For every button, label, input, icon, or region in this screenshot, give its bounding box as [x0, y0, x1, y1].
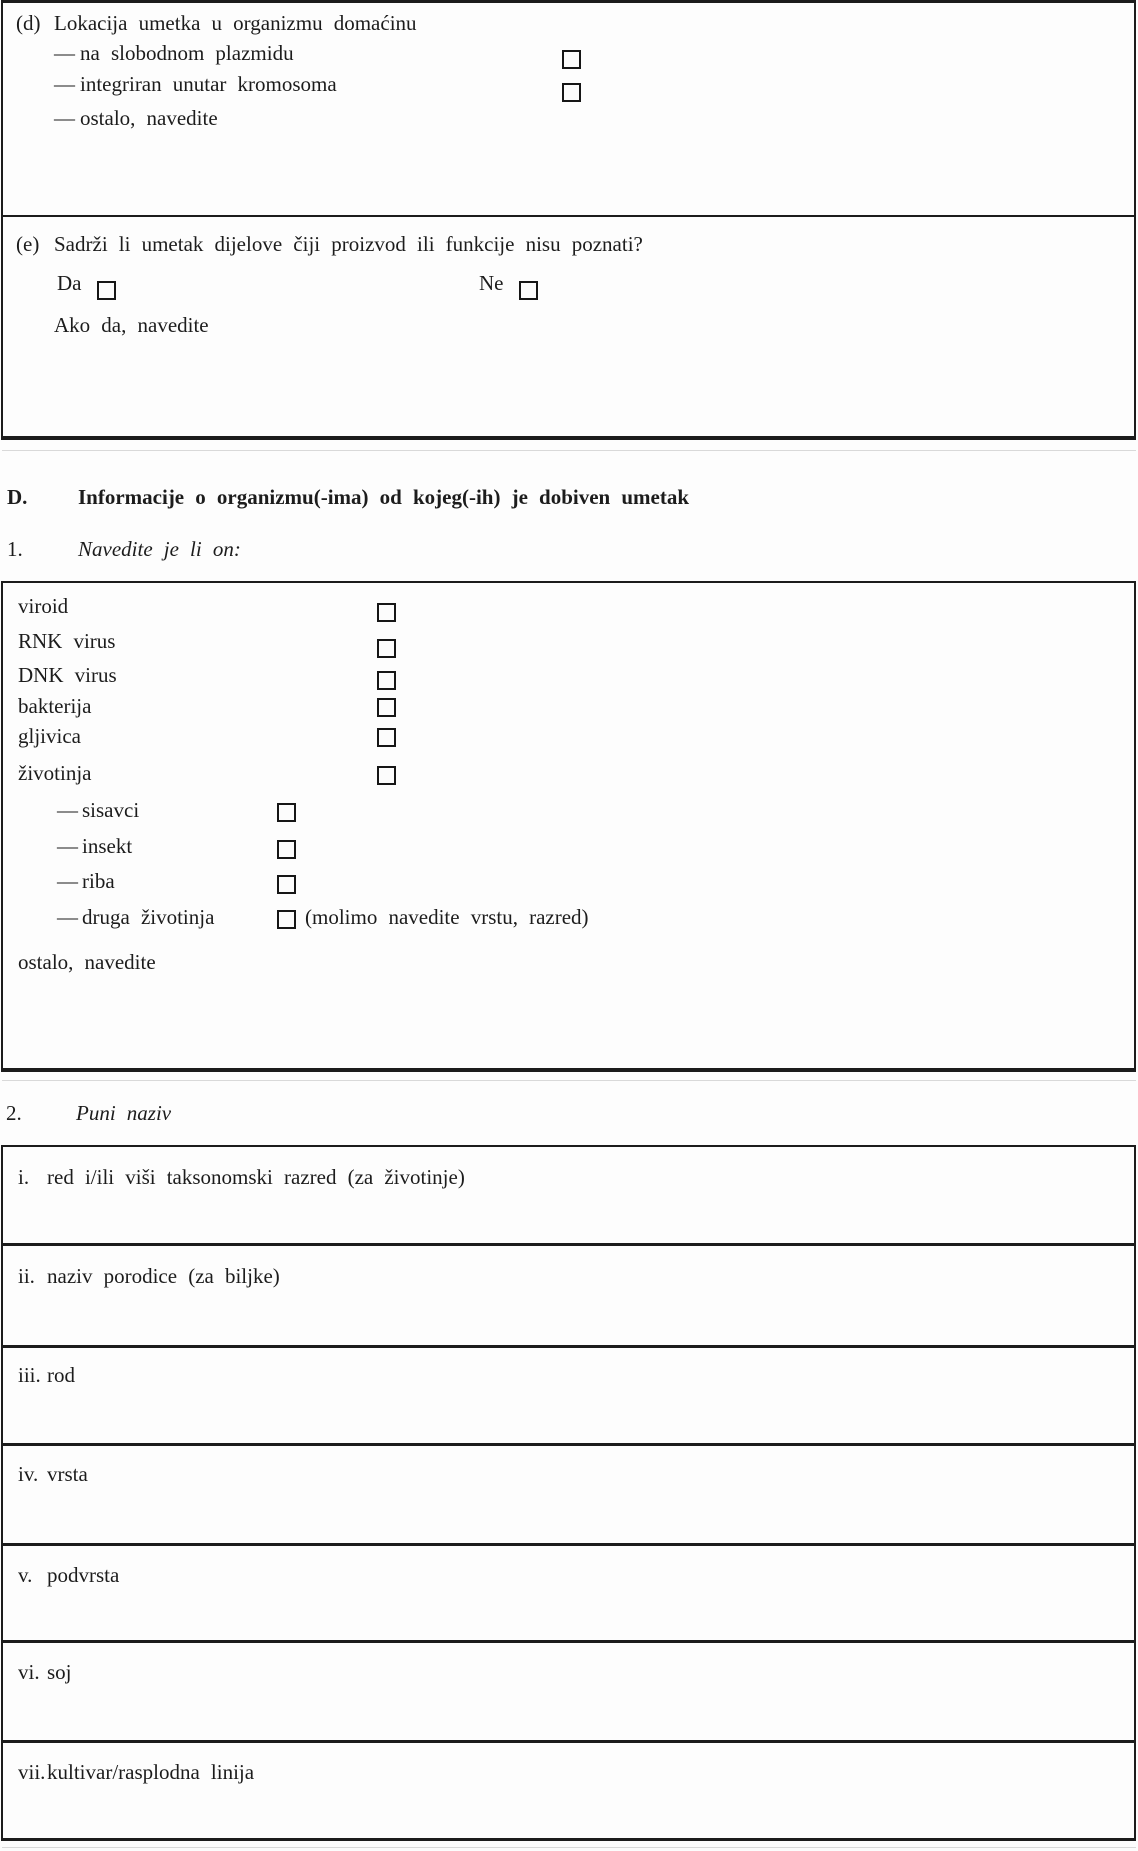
section-info-title: Informacije o organizmu(-ima) od kojeg(-ih) je dobiven umetak: [78, 485, 690, 509]
row-divider: [3, 1640, 1135, 1643]
scan-line: [2, 1080, 1136, 1081]
dash-icon: —: [57, 834, 78, 858]
no-label: Ne: [479, 271, 504, 295]
row-divider: [3, 1443, 1135, 1446]
integrated-chromosome-checkbox[interactable]: [562, 83, 581, 102]
organism-other-specify-label: ostalo, navedite: [18, 950, 156, 974]
section-e-question: Sadrži li umetak dijelove čiji proizvod ili funkcije nisu poznati?: [54, 232, 643, 256]
viroid-checkbox[interactable]: [377, 603, 396, 622]
section-d-label: (d): [16, 11, 41, 35]
row-divider: [3, 1345, 1135, 1348]
row-divider: [3, 1740, 1135, 1743]
organism-zivotinja-label: životinja: [18, 761, 92, 785]
bakterija-checkbox[interactable]: [377, 698, 396, 717]
question-1-title: Navedite je li on:: [78, 537, 241, 561]
dash-icon: —: [57, 869, 78, 893]
insekt-checkbox[interactable]: [277, 840, 296, 859]
row-divider: [3, 1543, 1135, 1546]
row-divider: [3, 1243, 1135, 1246]
taxonomy-row-num: iv.: [18, 1462, 39, 1486]
taxonomy-row-label: red i/ili viši taksonomski razred (za životinje): [47, 1165, 465, 1189]
sub-riba-label: riba: [82, 869, 115, 893]
taxonomy-row-label: naziv porodice (za biljke): [47, 1264, 280, 1288]
if-yes-specify-label: Ako da, navedite: [54, 313, 209, 337]
taxonomy-row-num: vi.: [18, 1660, 40, 1684]
option-other-specify-label: ostalo, navedite: [80, 106, 218, 130]
dnk-virus-checkbox[interactable]: [377, 671, 396, 690]
question-1-number: 1.: [7, 537, 23, 561]
section-e-label: (e): [16, 232, 40, 256]
druga-zivotinja-note: (molimo navedite vrstu, razred): [305, 905, 589, 929]
yes-label: Da: [57, 271, 82, 295]
option-integrated-chromosome-label: integriran unutar kromosoma: [80, 72, 337, 96]
taxonomy-row-label: vrsta: [47, 1462, 88, 1486]
taxonomy-row-label: podvrsta: [47, 1563, 120, 1587]
taxonomy-row-num: ii.: [18, 1264, 35, 1288]
taxonomy-row-num: vii.: [18, 1760, 46, 1784]
sisavci-checkbox[interactable]: [277, 803, 296, 822]
taxonomy-row-num: v.: [18, 1563, 33, 1587]
dash-icon: —: [57, 798, 78, 822]
free-plasmid-checkbox[interactable]: [562, 50, 581, 69]
rnk-virus-checkbox[interactable]: [377, 639, 396, 658]
no-checkbox[interactable]: [519, 281, 538, 300]
option-free-plasmid-label: na slobodnom plazmidu: [80, 41, 294, 65]
question-2-number: 2.: [6, 1101, 22, 1125]
organism-list-box: [1, 581, 1136, 1072]
druga-zivotinja-checkbox[interactable]: [277, 910, 296, 929]
question-2-title: Puni naziv: [76, 1101, 172, 1125]
section-d-title: Lokacija umetka u organizmu domaćinu: [54, 11, 417, 35]
zivotinja-checkbox[interactable]: [377, 766, 396, 785]
organism-bakterija-label: bakterija: [18, 694, 92, 718]
section-info-number: D.: [7, 485, 28, 509]
riba-checkbox[interactable]: [277, 875, 296, 894]
taxonomy-row-num: i.: [18, 1165, 30, 1189]
sub-insekt-label: insekt: [82, 834, 133, 858]
gljivica-checkbox[interactable]: [377, 728, 396, 747]
sub-sisavci-label: sisavci: [82, 798, 140, 822]
sub-druga-zivotinja-label: druga životinja: [82, 905, 215, 929]
yes-checkbox[interactable]: [97, 281, 116, 300]
taxonomy-row-num: iii.: [18, 1363, 41, 1387]
taxonomy-row-label: rod: [47, 1363, 75, 1387]
dash-icon: —: [57, 905, 78, 929]
dash-icon: —: [54, 106, 75, 130]
taxonomy-table-box: [1, 1145, 1136, 1841]
organism-gljivica-label: gljivica: [18, 724, 81, 748]
scan-line: [2, 1847, 1136, 1848]
taxonomy-row-label: kultivar/rasplodna linija: [47, 1760, 255, 1784]
organism-dnk-virus-label: DNK virus: [18, 663, 117, 687]
scan-line: [2, 450, 1136, 451]
organism-viroid-label: viroid: [18, 594, 69, 618]
dash-icon: —: [54, 72, 75, 96]
taxonomy-row-label: soj: [47, 1660, 72, 1684]
dash-icon: —: [54, 41, 75, 65]
organism-rnk-virus-label: RNK virus: [18, 629, 116, 653]
